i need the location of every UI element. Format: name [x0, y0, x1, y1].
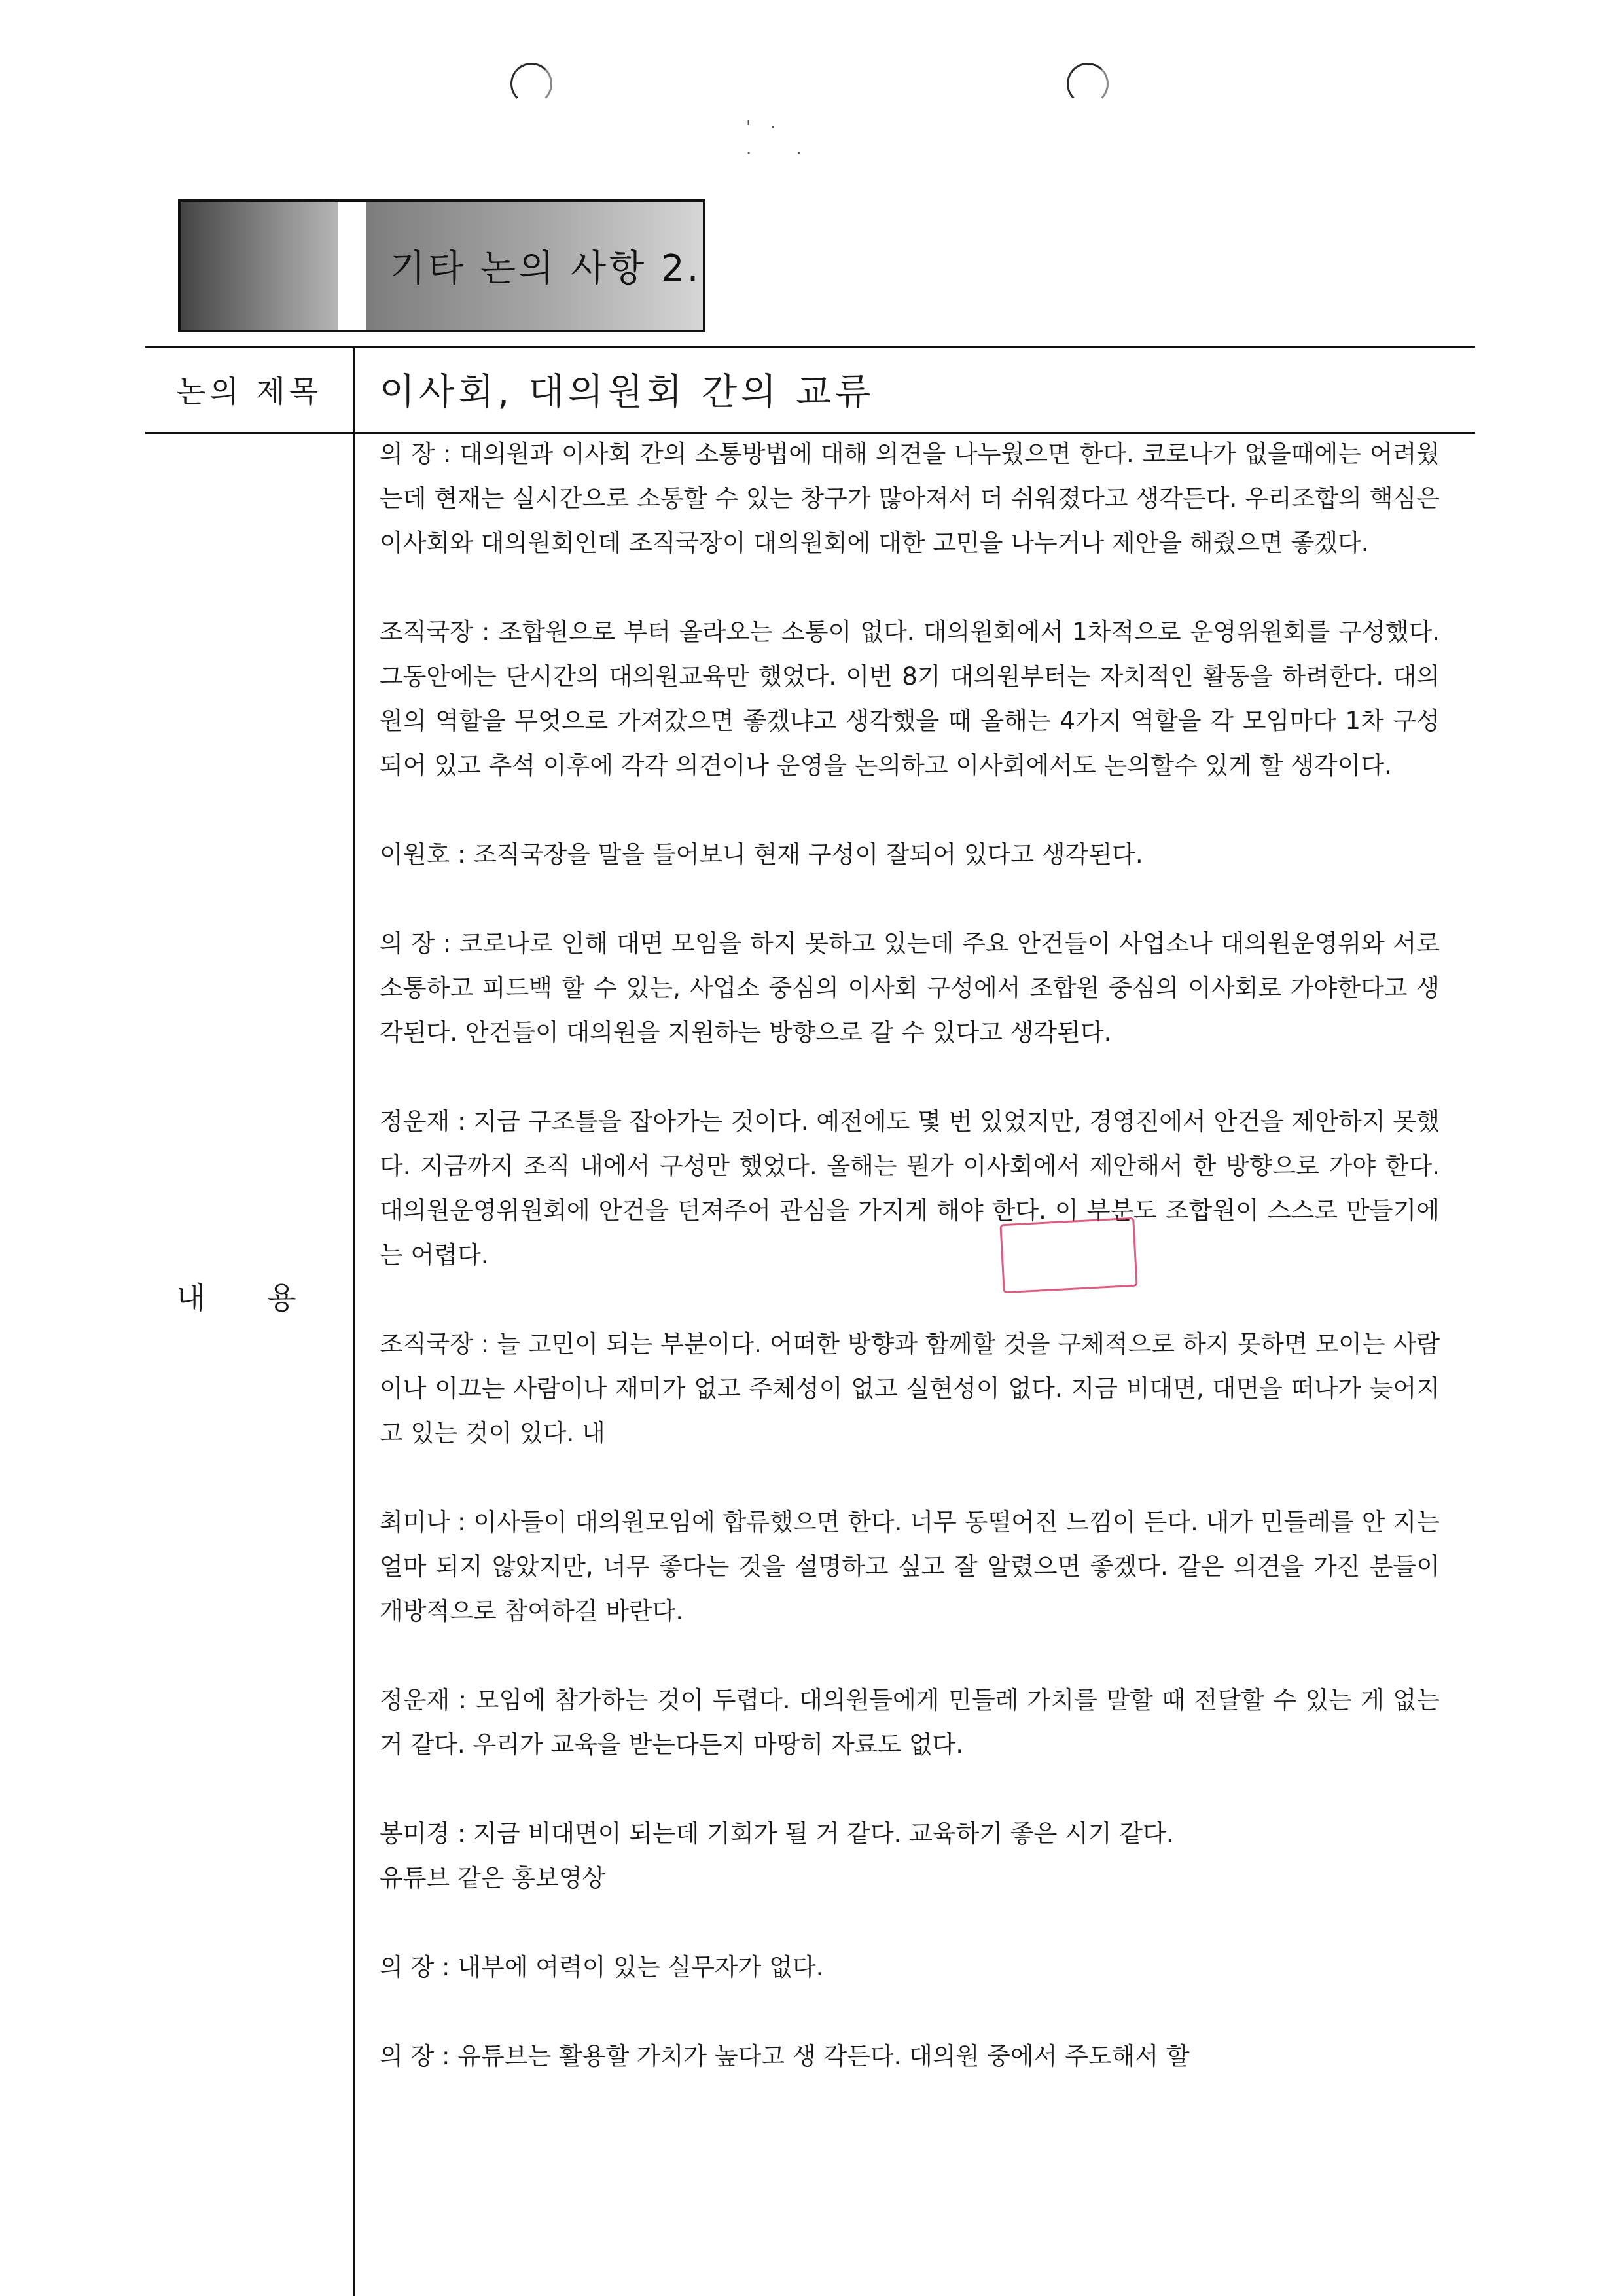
paragraph: 조직국장 : 조합원으로 부터 올라오는 소통이 없다. 대의원회에서 1차적으로 운영위원회를 구성했다. 그동안에는 단시간의 대의원교육만 했었다. 이번 8기 대의원부터는 자치적인 활동을 하려한다. 대의원의 역할을 무엇으로 가져갔으면 좋겠냐고 생각했을 때 올해는 4가지 역할을 각 모임마다 1차 구성되어 있고 추석 이후에 각각 의견이나 운영을 논의하고 이사회에서도 논의할수 있게 할 생각이다.: [380, 618, 1440, 780]
paragraph: 의 장 : 유튜브는 활용할 가치가 높다고 생 각든다. 대의원 중에서 주도해서 할: [380, 2042, 1190, 2070]
section-header-box: [178, 199, 705, 332]
paragraph: 의 장 : 내부에 여력이 있는 실무자가 없다.: [380, 1953, 824, 1981]
title-label: 논의 제목: [176, 374, 323, 409]
punch-hole-left: [510, 63, 552, 105]
discussion-content: [380, 432, 1440, 2079]
paragraph: 의 장 : 코로나로 인해 대면 모임을 하지 못하고 있는데 주요 안건들이 사업소나 대의원운영위와 서로 소통하고 피드백 할 수 있는, 사업소 중심의 이사회 구성에서 조합원 중심의 이사회로 가야한다고 생각된다. 안건들이 대의원을 지원하는 방향으로 갈 수 있다고 생각된다.: [380, 929, 1440, 1047]
paragraph: 정운재 : 모임에 참가하는 것이 두렵다. 대의원들에게 민들레 가치를 말할 때 전달할 수 있는 게 없는 거 같다. 우리가 교육을 받는다든지 마땅히 자료도 없다.: [380, 1686, 1440, 1759]
section-title: 기타 논의 사항 2.: [390, 247, 702, 290]
header-title-area: [366, 202, 703, 330]
paragraph: 조직국장 : 늘 고민이 되는 부분이다. 어떠한 방향과 함께할 것을 구체적으로 하지 못하면 모이는 사람이나 이끄는 사람이나 재미가 없고 주체성이 없고 실현성이 없다. 지금 비대면, 대면을 떠나가 늦어지고 있는 것이 있다. 내: [380, 1330, 1440, 1447]
header-gradient-block: [181, 202, 338, 330]
discussion-topic: 이사회, 대의원회 간의 교류: [380, 371, 875, 414]
paragraph: 유튜브 같은 홍보영상: [380, 1864, 606, 1892]
paragraph: 이원호 : 조직국장을 말을 들어보니 현재 구성이 잘되어 있다고 생각된다.: [380, 840, 1143, 869]
paragraph: 최미나 : 이사들이 대의원모임에 합류했으면 한다. 너무 동떨어진 느낌이 든다. 내가 민들레를 안 지는 얼마 되지 않았지만, 너무 좋다는 것을 설명하고 싶고 잘 알렸으면 좋겠다. 같은 의견을 가진 분들이 개방적으로 참여하길 바란다.: [380, 1508, 1440, 1625]
red-seal-stamp: [999, 1217, 1137, 1294]
paragraph: 정운재 : 지금 구조틀을 잡아가는 것이다. 예전에도 몇 번 있었지만, 경영진에서 안건을 제안하지 못했다. 지금까지 조직 내에서 구성만 했었다. 올해는 뭔가 이사회에서 제안해서 한 방향으로 가야 한다. 대의원운영위원회에 안건을 던져주어 관심을 가지게 해야 한다. 이 부분도 조합원이 스스로 만들기에는 어렵다.: [380, 1107, 1440, 1269]
scan-specks: '· · ·: [746, 118, 821, 164]
table-column-divider: [353, 346, 355, 2296]
punch-hole-right: [1067, 63, 1109, 105]
header-white-bar: [338, 202, 366, 330]
paragraph: 봉미경 : 지금 비대면이 되는데 기회가 될 거 같다. 교육하기 좋은 시기 같다.: [380, 1820, 1174, 1848]
paragraph: 의 장 : 대의원과 이사회 간의 소통방법에 대해 의견을 나누웠으면 한다. 코로나가 없을때에는 어려웠는데 현재는 실시간으로 소통할 수 있는 창구가 많아져서 더 쉬워졌다고 생각든다. 우리조합의 핵심은 이사회와 대의원회인데 조직국장이 대의원회에 대한 고민을 나누거나 제안을 해줬으면 좋겠다.: [380, 440, 1440, 557]
content-label: 내 용: [176, 1280, 323, 1316]
